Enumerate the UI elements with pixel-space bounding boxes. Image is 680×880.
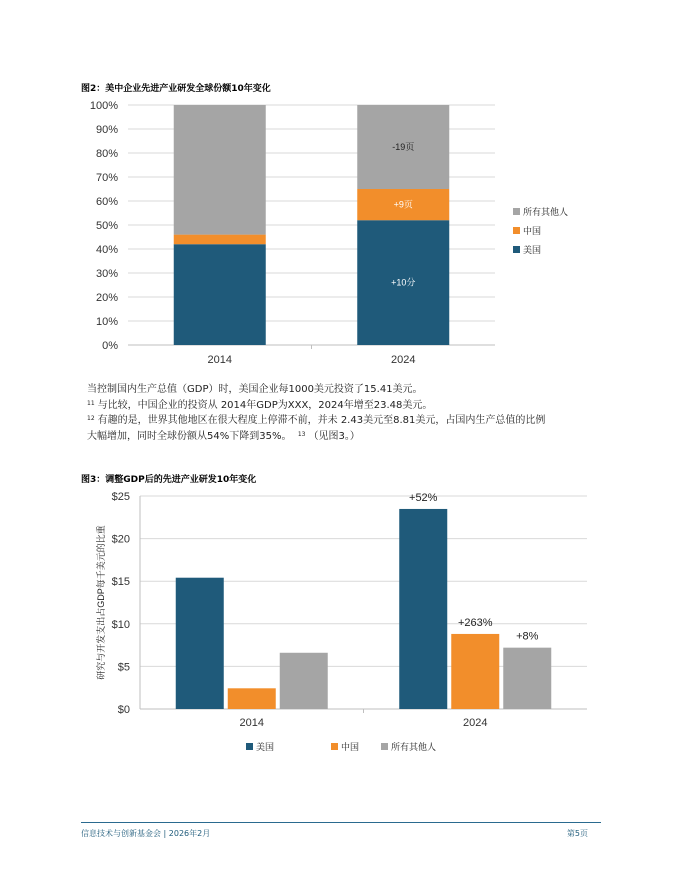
fig3-bar-2024-美国 (399, 509, 447, 709)
footnote-12[interactable]: 12 (87, 415, 95, 422)
fig3-bar-2014-所有其他人 (280, 653, 328, 709)
fig3-legend-swatch (381, 743, 388, 750)
fig2-x-tick-label: 2024 (391, 354, 416, 366)
fig2-y-tick-label: 70% (95, 172, 118, 184)
paragraph-line-3 (87, 412, 607, 428)
fig3-y-tick-label: $15 (111, 576, 130, 589)
fig3-bar-2024-中国 (451, 634, 499, 709)
fig3-x-tick-label: 2014 (239, 717, 264, 729)
fig3-y-tick-label: $5 (117, 661, 130, 674)
figure-3-title: 图3：调整GDP后的先进产业研发10年变化 (81, 475, 257, 485)
fig2-bar-annotation: +9页 (393, 199, 413, 210)
fig2-y-tick-label: 50% (95, 220, 118, 232)
fig2-legend-label: 所有其他人 (523, 207, 569, 217)
fig2-bar-annotation: -19页 (392, 142, 415, 152)
fig2-y-tick-label: 90% (95, 124, 118, 136)
fig3-y-tick-label: $20 (111, 533, 130, 546)
fig2-y-tick-label: 0% (102, 340, 118, 352)
footnote-13[interactable]: 13 (297, 430, 306, 438)
fig3-bar-2014-中国 (228, 688, 276, 709)
fig3-legend-label: 美国 (256, 742, 275, 752)
fig2-bar-2014-中国 (174, 235, 266, 245)
fig2-legend-swatch (513, 227, 520, 234)
paragraph-line-1: 当控制国内生产总值（GDP）时，美国企业每1000美元投资了15.41美元。 (87, 384, 423, 395)
figure-2-title: 图2：美中企业先进产业研发全球份额10年变化 (81, 84, 271, 94)
paragraph-line-2 (87, 397, 607, 413)
fig3-y-tick-label: $0 (117, 704, 130, 716)
paragraph-line-4-text: 大幅增加，同时全球份额从54%下降到35%。 (87, 430, 292, 442)
fig3-bar-annotation: +263% (457, 616, 493, 629)
fig2-y-tick-label: 60% (95, 196, 118, 208)
fig2-bar-2014-美国 (174, 244, 266, 345)
fig2-legend-swatch (513, 246, 520, 253)
fig3-legend-swatch (246, 743, 253, 750)
fig2-bar-annotation: +10分 (391, 277, 416, 288)
fig3-y-axis-label: 研究与开发支出占GDP每千美元的比重 (96, 525, 106, 680)
fig3-legend-label: 所有其他人 (391, 742, 437, 752)
fig3-y-tick-label: $25 (111, 491, 130, 503)
footer-page-number: 第5页 (566, 829, 588, 838)
fig3-legend-swatch (331, 743, 338, 750)
footnote-11[interactable]: 11 (87, 399, 95, 407)
fig2-legend-swatch (513, 208, 520, 215)
fig2-y-tick-label: 40% (95, 244, 118, 256)
fig2-bar-2014-所有其他人 (174, 105, 266, 235)
fig2-legend-label: 美国 (523, 245, 542, 255)
paragraph-line-2-text: 与比较，中国企业的投资从 2014年GDP为XXX，2024年增至23.48美元。 (97, 399, 433, 411)
fig2-x-tick-label: 2014 (207, 354, 232, 366)
fig3-bar-2014-美国 (176, 578, 224, 709)
footer-divider (81, 822, 601, 823)
fig3-x-tick-label: 2024 (463, 717, 488, 729)
paragraph-line-4-see-figure: （见图3。） (308, 430, 360, 442)
paragraph-line-4 (87, 428, 607, 444)
fig2-y-tick-label: 80% (95, 148, 118, 160)
fig2-legend-label: 中国 (523, 226, 542, 236)
paragraph-line-3-text: 有趣的是，世界其他地区在很大程度上停滞不前，并未 2.43美元至8.81美元，占国内生产总值的比例 (97, 415, 546, 426)
footer-organization: 信息技术与创新基金会 | 2026年2月 (81, 829, 211, 838)
fig2-y-tick-label: 30% (95, 268, 118, 280)
fig3-y-tick-label: $10 (111, 618, 130, 631)
fig3-legend-label: 中国 (341, 742, 360, 752)
fig2-y-tick-label: 100% (89, 100, 118, 112)
fig3-bar-annotation: +8% (516, 630, 539, 643)
fig3-bar-annotation: +52% (409, 491, 438, 504)
fig2-y-tick-label: 10% (95, 316, 118, 328)
fig2-y-tick-label: 20% (95, 292, 118, 304)
fig3-bar-2024-所有其他人 (503, 648, 551, 709)
body-paragraph (87, 383, 607, 443)
